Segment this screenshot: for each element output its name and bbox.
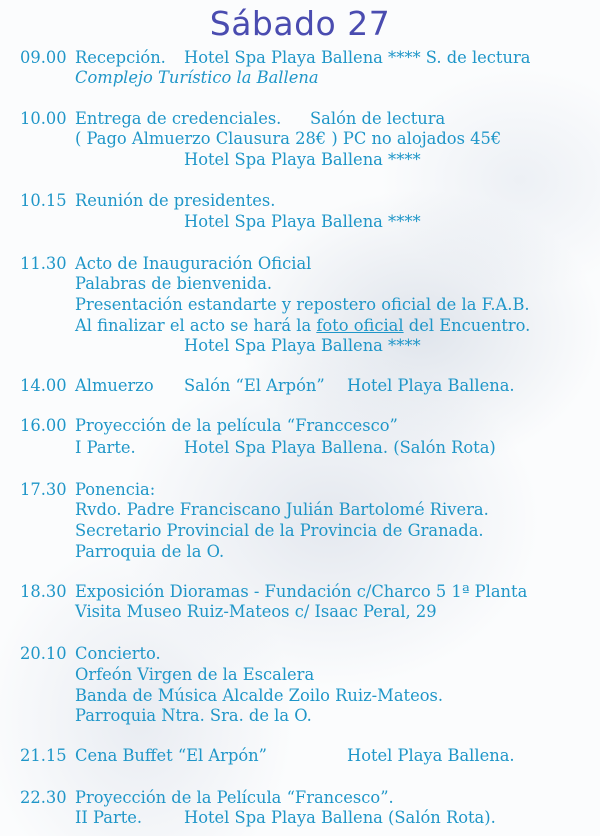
event-detail: I Parte. bbox=[75, 438, 136, 457]
event-detail-text: del Encuentro. bbox=[408, 316, 531, 335]
event-venue: Hotel Spa Playa Ballena (Salón Rota). bbox=[184, 808, 496, 827]
event-detail: Secretario Provincial de la Provincia de Granada. bbox=[75, 521, 484, 540]
event-time: 10.15 bbox=[20, 191, 67, 210]
event-venue: Hotel Playa Ballena. bbox=[347, 376, 515, 395]
event-time: 16.00 bbox=[20, 416, 67, 435]
event-detail: Banda de Música Alcalde Zoilo Ruiz-Mateos. bbox=[75, 686, 444, 705]
event-venue: Hotel Playa Ballena. bbox=[347, 746, 515, 765]
event-venue: Parroquia Ntra. Sra. de la O. bbox=[75, 706, 312, 725]
event-time: 20.10 bbox=[20, 644, 67, 663]
event-detail: Orfeón Virgen de la Escalera bbox=[75, 665, 315, 684]
event-detail: Presentación estandarte y repostero oficial de la F.A.B. bbox=[75, 295, 530, 314]
event-title: Ponencia: bbox=[75, 480, 156, 499]
event-time: 17.30 bbox=[20, 480, 67, 499]
event-venue: Salón “El Arpón” bbox=[184, 376, 325, 395]
event-title: Proyección de la película “Franccesco” bbox=[75, 416, 398, 435]
event-title: Cena Buffet “El Arpón” bbox=[75, 746, 267, 765]
event-detail: Rvdo. Padre Franciscano Julián Bartolomé Rivera. bbox=[75, 500, 489, 519]
event-time: 22.30 bbox=[20, 788, 67, 807]
event-time: 18.30 bbox=[20, 582, 67, 601]
event-title: Recepción. bbox=[75, 48, 166, 67]
event-venue: Hotel Spa Playa Ballena **** S. de lectura bbox=[184, 48, 531, 67]
event-venue: Hotel Spa Playa Ballena **** bbox=[184, 212, 421, 231]
event-detail: II Parte. bbox=[75, 808, 143, 827]
event-time: 11.30 bbox=[20, 254, 67, 273]
event-time: 21.15 bbox=[20, 746, 67, 765]
event-title: Exposición Dioramas - Fundación c/Charco 5 1ª Planta bbox=[75, 582, 528, 601]
event-time: 10.00 bbox=[20, 109, 67, 128]
event-title: Acto de Inauguración Oficial bbox=[75, 254, 312, 273]
event-detail-text: Al finalizar el acto se hará la bbox=[75, 316, 312, 335]
event-venue: Salón de lectura bbox=[310, 109, 446, 128]
event-detail: Palabras de bienvenida. bbox=[75, 274, 273, 293]
event-venue: Hotel Spa Playa Ballena **** bbox=[184, 336, 421, 355]
event-detail: Complejo Turístico la Ballena bbox=[75, 68, 319, 87]
event-venue: Hotel Spa Playa Ballena. (Salón Rota) bbox=[184, 438, 496, 457]
event-title: Concierto. bbox=[75, 644, 161, 663]
event-detail: Visita Museo Ruiz-Mateos c/ Isaac Peral, 29 bbox=[75, 602, 437, 621]
photo-note: foto oficial bbox=[316, 316, 404, 335]
page-title: Sábado 27 bbox=[209, 4, 391, 43]
event-time: 09.00 bbox=[20, 48, 67, 67]
event-title: Proyección de la Película “Francesco”. bbox=[75, 788, 394, 807]
event-venue: Hotel Spa Playa Ballena **** bbox=[184, 150, 421, 169]
event-title: Entrega de credenciales. bbox=[75, 109, 282, 128]
event-detail bbox=[75, 316, 530, 336]
event-time: 14.00 bbox=[20, 376, 67, 395]
event-title: Almuerzo bbox=[75, 376, 154, 395]
event-detail: ( Pago Almuerzo Clausura 28€ ) PC no alojados 45€ bbox=[75, 129, 502, 148]
event-title: Reunión de presidentes. bbox=[75, 191, 276, 210]
event-venue: Parroquia de la O. bbox=[75, 542, 225, 561]
